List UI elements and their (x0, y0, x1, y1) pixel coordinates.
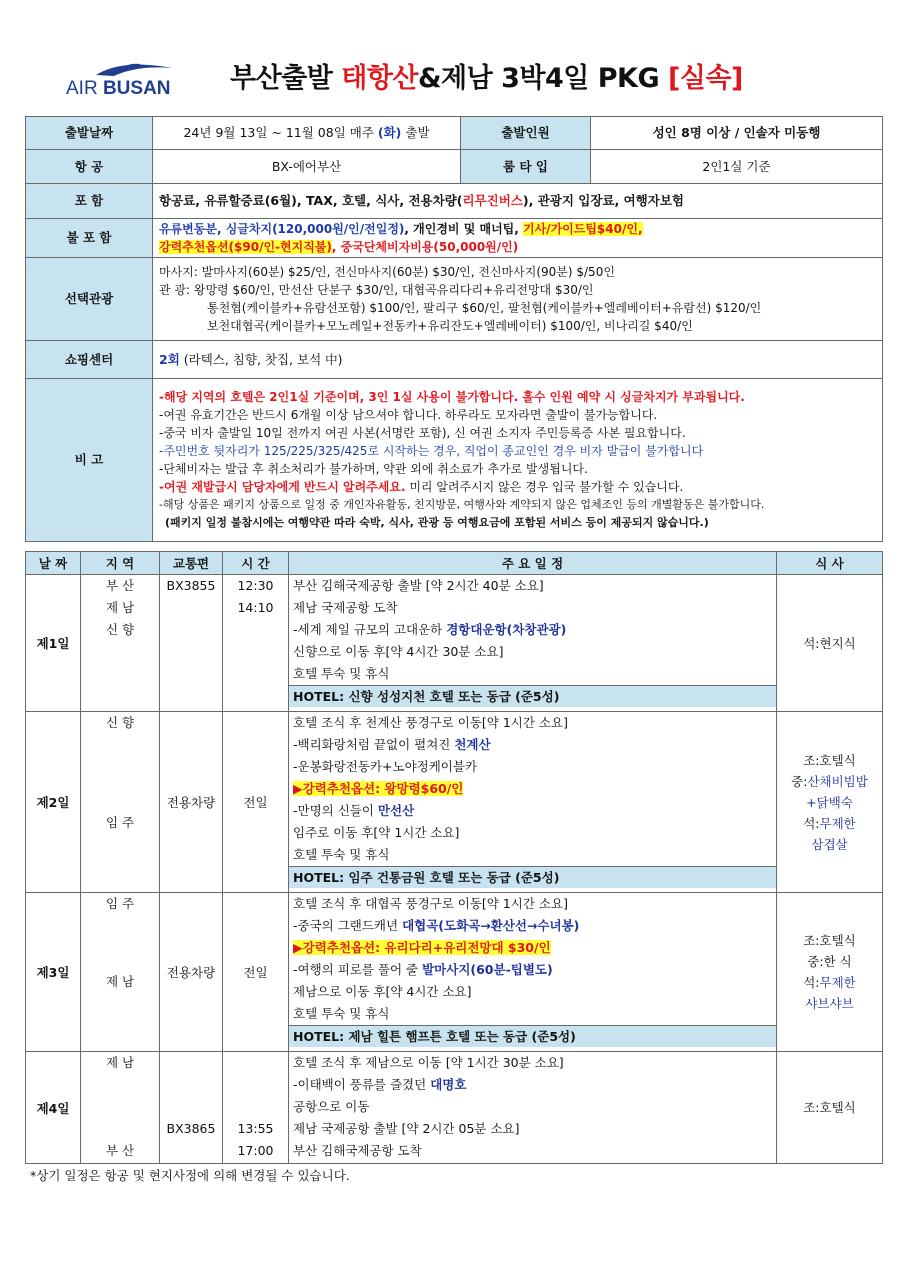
page-title: 부산출발 태항산&제남 3박4일 PKG [실속] (230, 63, 743, 94)
meal-cell (777, 575, 883, 712)
meal: 조:호텔식 (803, 1100, 856, 1115)
meal-cell (777, 893, 883, 1052)
region: 제 남 (105, 974, 135, 989)
meal-cell (777, 712, 883, 893)
time-cell: 전일 (223, 712, 289, 893)
notes-label: 비 고 (26, 379, 153, 542)
meal: 삼겹살 (811, 836, 848, 852)
room-label: 룸 타 입 (461, 150, 591, 184)
meal: 석:무제한 (803, 975, 856, 990)
day-row-4 (26, 1052, 883, 1164)
depart-label: 출발날짜 (26, 117, 153, 150)
itinerary-header-row (26, 552, 883, 575)
footnote: *상기 일정은 항공 및 현지사정에 의해 변경될 수 있습니다. (30, 1168, 350, 1183)
day-label: 제1일 (26, 575, 81, 712)
schedule-line: 신향으로 이동 후[약 4시간 30분 소요] (293, 644, 504, 659)
hotel-info: HOTEL: 제남 힐튼 햄프튼 호텔 또는 동급 (준5성) (289, 1025, 776, 1047)
itinerary-table (25, 551, 883, 1164)
exclude-value: 유류변동분, 싱글차지(120,000원/인/전일정), 개인경비 및 매너팁, 기사/가이드팁$40/인, 강력추천옵션($90/인-현지직불), 중국단체비자비용(50,000원/인) (153, 219, 883, 258)
meal: 석:무제한 (803, 815, 856, 831)
transport-cell (160, 1052, 223, 1164)
meal: 중:한 식 (807, 954, 852, 969)
meal: +닭백숙 (806, 794, 853, 810)
transport-cell: 전용차량 (160, 893, 223, 1052)
info-row-airline (26, 150, 883, 184)
header-transport: 교통편 (160, 552, 223, 575)
schedule-line: 부산 김해국제공항 도착 (293, 1143, 422, 1158)
info-row-notes (26, 379, 883, 542)
schedule-cell (289, 1052, 777, 1164)
transport-cell (160, 575, 223, 712)
note-line: -중국 비자 출발일 10일 전까지 여권 사본(서명란 포함), 신 여권 소지자 주민등록증 사본 필요합니다. (159, 426, 686, 440)
note-line: -해당 지역의 호텔은 2인1실 기준이며, 3인 1실 사용이 불가합니다. 홀수 인원 예약 시 싱글차지가 부과됩니다. (159, 390, 745, 404)
include-value: 항공료, 유류할증료(6월), TAX, 호텔, 식사, 전용차량(리무진버스), 관광지 입장료, 여행자보험 (153, 184, 883, 219)
meal-cell (777, 1052, 883, 1164)
schedule-line: 임주로 이동 후[약 1시간 소요] (293, 825, 460, 840)
schedule-line: 제남 국제공항 도착 (293, 600, 398, 615)
schedule-cell (289, 893, 777, 1052)
info-row-exclude (26, 219, 883, 258)
note-line: -주민번호 뒷자리가 125/225/325/425로 시작하는 경우, 직업이 종교인인 경우 비자 발급이 불가합니다 (159, 444, 704, 458)
time-cell (223, 575, 289, 712)
schedule-line: ▶강력추천옵션: 왕망령$60/인 (293, 781, 464, 796)
time-cell (223, 1052, 289, 1164)
notes-value (153, 379, 883, 542)
schedule-line: -백리화랑처럼 끝없이 펼쳐진 천계산 (293, 737, 491, 752)
schedule-line: -운봉화랑전동카+노야정케이블카 (293, 759, 478, 774)
meal: 석:현지식 (803, 635, 856, 651)
air-busan-logo (66, 60, 176, 100)
optional-line: 통천협(케이블카+유람선포함) $100/인, 팔리구 $60/인, 팔천협(케이블카+엘레베이터+유람선) $120/인 (207, 301, 762, 315)
optional-line: 마사지: 발마사지(60분) $25/인, 전신마사지(60분) $30/인, 전신마사지(90분) $/50인 (159, 265, 615, 279)
optional-value (153, 258, 883, 341)
schedule-cell (289, 575, 777, 712)
schedule-line: 제남으로 이동 후[약 4시간 소요] (293, 984, 472, 999)
note-line: -여권 재발급시 담당자에게 반드시 알려주세요. 미리 알려주시지 않은 경우 입국 불가할 수 있습니다. (159, 480, 684, 494)
include-label: 포 함 (26, 184, 153, 219)
info-row-shopping (26, 341, 883, 379)
airline-value: BX-에어부산 (153, 150, 461, 184)
package-info-table (25, 116, 883, 542)
schedule-line: -여행의 피로를 풀어 줄 발마사지(60분-팁별도) (293, 962, 553, 977)
region-cell (81, 712, 160, 893)
bird-logo-icon (94, 60, 174, 80)
people-value: 성인 8명 이상 / 인솔자 미동행 (591, 117, 883, 150)
region: 임 주 (105, 815, 135, 830)
people-label: 출발인원 (461, 117, 591, 150)
hotel-info: HOTEL: 신향 성성지천 호텔 또는 동급 (준5성) (289, 685, 776, 707)
region-cell (81, 1052, 160, 1164)
transport: BX3865 (166, 1121, 216, 1136)
logo-text: AIR BUSAN (66, 78, 171, 99)
optional-line: 보천대협곡(케이블카+모노레일+전동카+유리잔도+엘레베이터) $100/인, 비나리길 $40/인 (207, 319, 693, 333)
optional-label: 선택관광 (26, 258, 153, 341)
shopping-value: 2회 (라텍스, 침향, 찻집, 보석 中) (153, 341, 883, 379)
schedule-line: 호텔 조식 후 대협곡 풍경구로 이동[약 1시간 소요] (293, 896, 568, 911)
schedule-line: -이태백이 풍류를 즐겼던 대명호 (293, 1077, 467, 1092)
time: 13:55 (237, 1121, 274, 1136)
day-row-1 (26, 575, 883, 712)
region: 제 남 (105, 1055, 135, 1070)
info-row-optional (26, 258, 883, 341)
region: 신 향 (105, 715, 135, 730)
region: 신 향 (105, 622, 135, 637)
schedule-line: 호텔 투숙 및 휴식 (293, 847, 390, 862)
region: 제 남 (105, 600, 135, 615)
schedule-line: 호텔 투숙 및 휴식 (293, 666, 390, 681)
meal: 샤브샤브 (805, 996, 854, 1011)
schedule-cell (289, 712, 777, 893)
transport-cell: 전용차량 (160, 712, 223, 893)
region: 임 주 (105, 896, 135, 911)
schedule-line: ▶강력추천옵션: 유리다리+유리전망대 $30/인 (293, 940, 551, 955)
region: 부 산 (105, 578, 135, 593)
info-row-departure (26, 117, 883, 150)
shopping-label: 쇼핑센터 (26, 341, 153, 379)
hotel-info: HOTEL: 임주 건통금원 호텔 또는 동급 (준5성) (289, 866, 776, 888)
room-value: 2인1실 기준 (591, 150, 883, 184)
header-meal: 식 사 (777, 552, 883, 575)
transport: BX3855 (166, 578, 216, 593)
header-time: 시 간 (223, 552, 289, 575)
note-line: (패키지 일정 불참시에는 여행약관 따라 숙박, 식사, 관광 등 여행요금에 포함된 서비스 등이 제공되지 않습니다.) (165, 516, 709, 529)
time-cell: 전일 (223, 893, 289, 1052)
day-label: 제2일 (26, 712, 81, 893)
day-row-3 (26, 893, 883, 1052)
schedule-line: 제남 국제공항 출발 [약 2시간 05분 소요] (293, 1121, 520, 1136)
header-region: 지 역 (81, 552, 160, 575)
note-line: -해당 상품은 패키지 상품으로 일정 중 개인자유활동, 친지방문, 여행사와 계약되지 않은 업체조인 등의 개별활동은 불가합니다. (159, 498, 765, 511)
region-cell (81, 893, 160, 1052)
region-cell (81, 575, 160, 712)
header-schedule: 주 요 일 정 (289, 552, 777, 575)
day-row-2 (26, 712, 883, 893)
header-date: 날 짜 (26, 552, 81, 575)
info-row-include (26, 184, 883, 219)
day-label: 제3일 (26, 893, 81, 1052)
time: 14:10 (237, 600, 274, 615)
region: 부 산 (105, 1143, 135, 1158)
schedule-line: 호텔 조식 후 천계산 풍경구로 이동[약 1시간 소요] (293, 715, 568, 730)
schedule-line: 부산 김해국제공항 출발 [약 2시간 40분 소요] (293, 578, 544, 593)
schedule-line: 호텔 투숙 및 휴식 (293, 1006, 390, 1021)
note-line: -단체비자는 발급 후 취소처리가 불가하며, 약관 외에 취소료가 추가로 발생됩니다. (159, 462, 588, 476)
depart-value: 24년 9월 13일 ~ 11월 08일 매주 (화) 출발 (153, 117, 461, 150)
time: 17:00 (237, 1143, 274, 1158)
exclude-label: 불 포 함 (26, 219, 153, 258)
meal: 조:호텔식 (803, 752, 856, 768)
meal: 중:산채비빔밥 (791, 773, 868, 789)
schedule-line: 호텔 조식 후 제남으로 이동 [약 1시간 30분 소요] (293, 1055, 564, 1070)
schedule-line: -세계 제일 규모의 고대운하 경항대운항(차창관광) (293, 622, 567, 637)
optional-line: 관 광: 왕망령 $60/인, 만선산 단분구 $30/인, 대협곡유리다리+유리전망대 $30/인 (159, 283, 594, 297)
schedule-line: 공항으로 이동 (293, 1099, 370, 1114)
schedule-line: -중국의 그랜드캐년 대협곡(도화곡→환산선→수녀봉) (293, 918, 580, 933)
day-label: 제4일 (26, 1052, 81, 1164)
schedule-line: -만명의 신들이 만선산 (293, 803, 415, 818)
note-line: -여권 유효기간은 반드시 6개월 이상 남으셔야 합니다. 하루라도 모자라면 출발이 불가능합니다. (159, 408, 658, 422)
meal: 조:호텔식 (803, 933, 856, 948)
airline-label: 항 공 (26, 150, 153, 184)
time: 12:30 (237, 578, 274, 593)
